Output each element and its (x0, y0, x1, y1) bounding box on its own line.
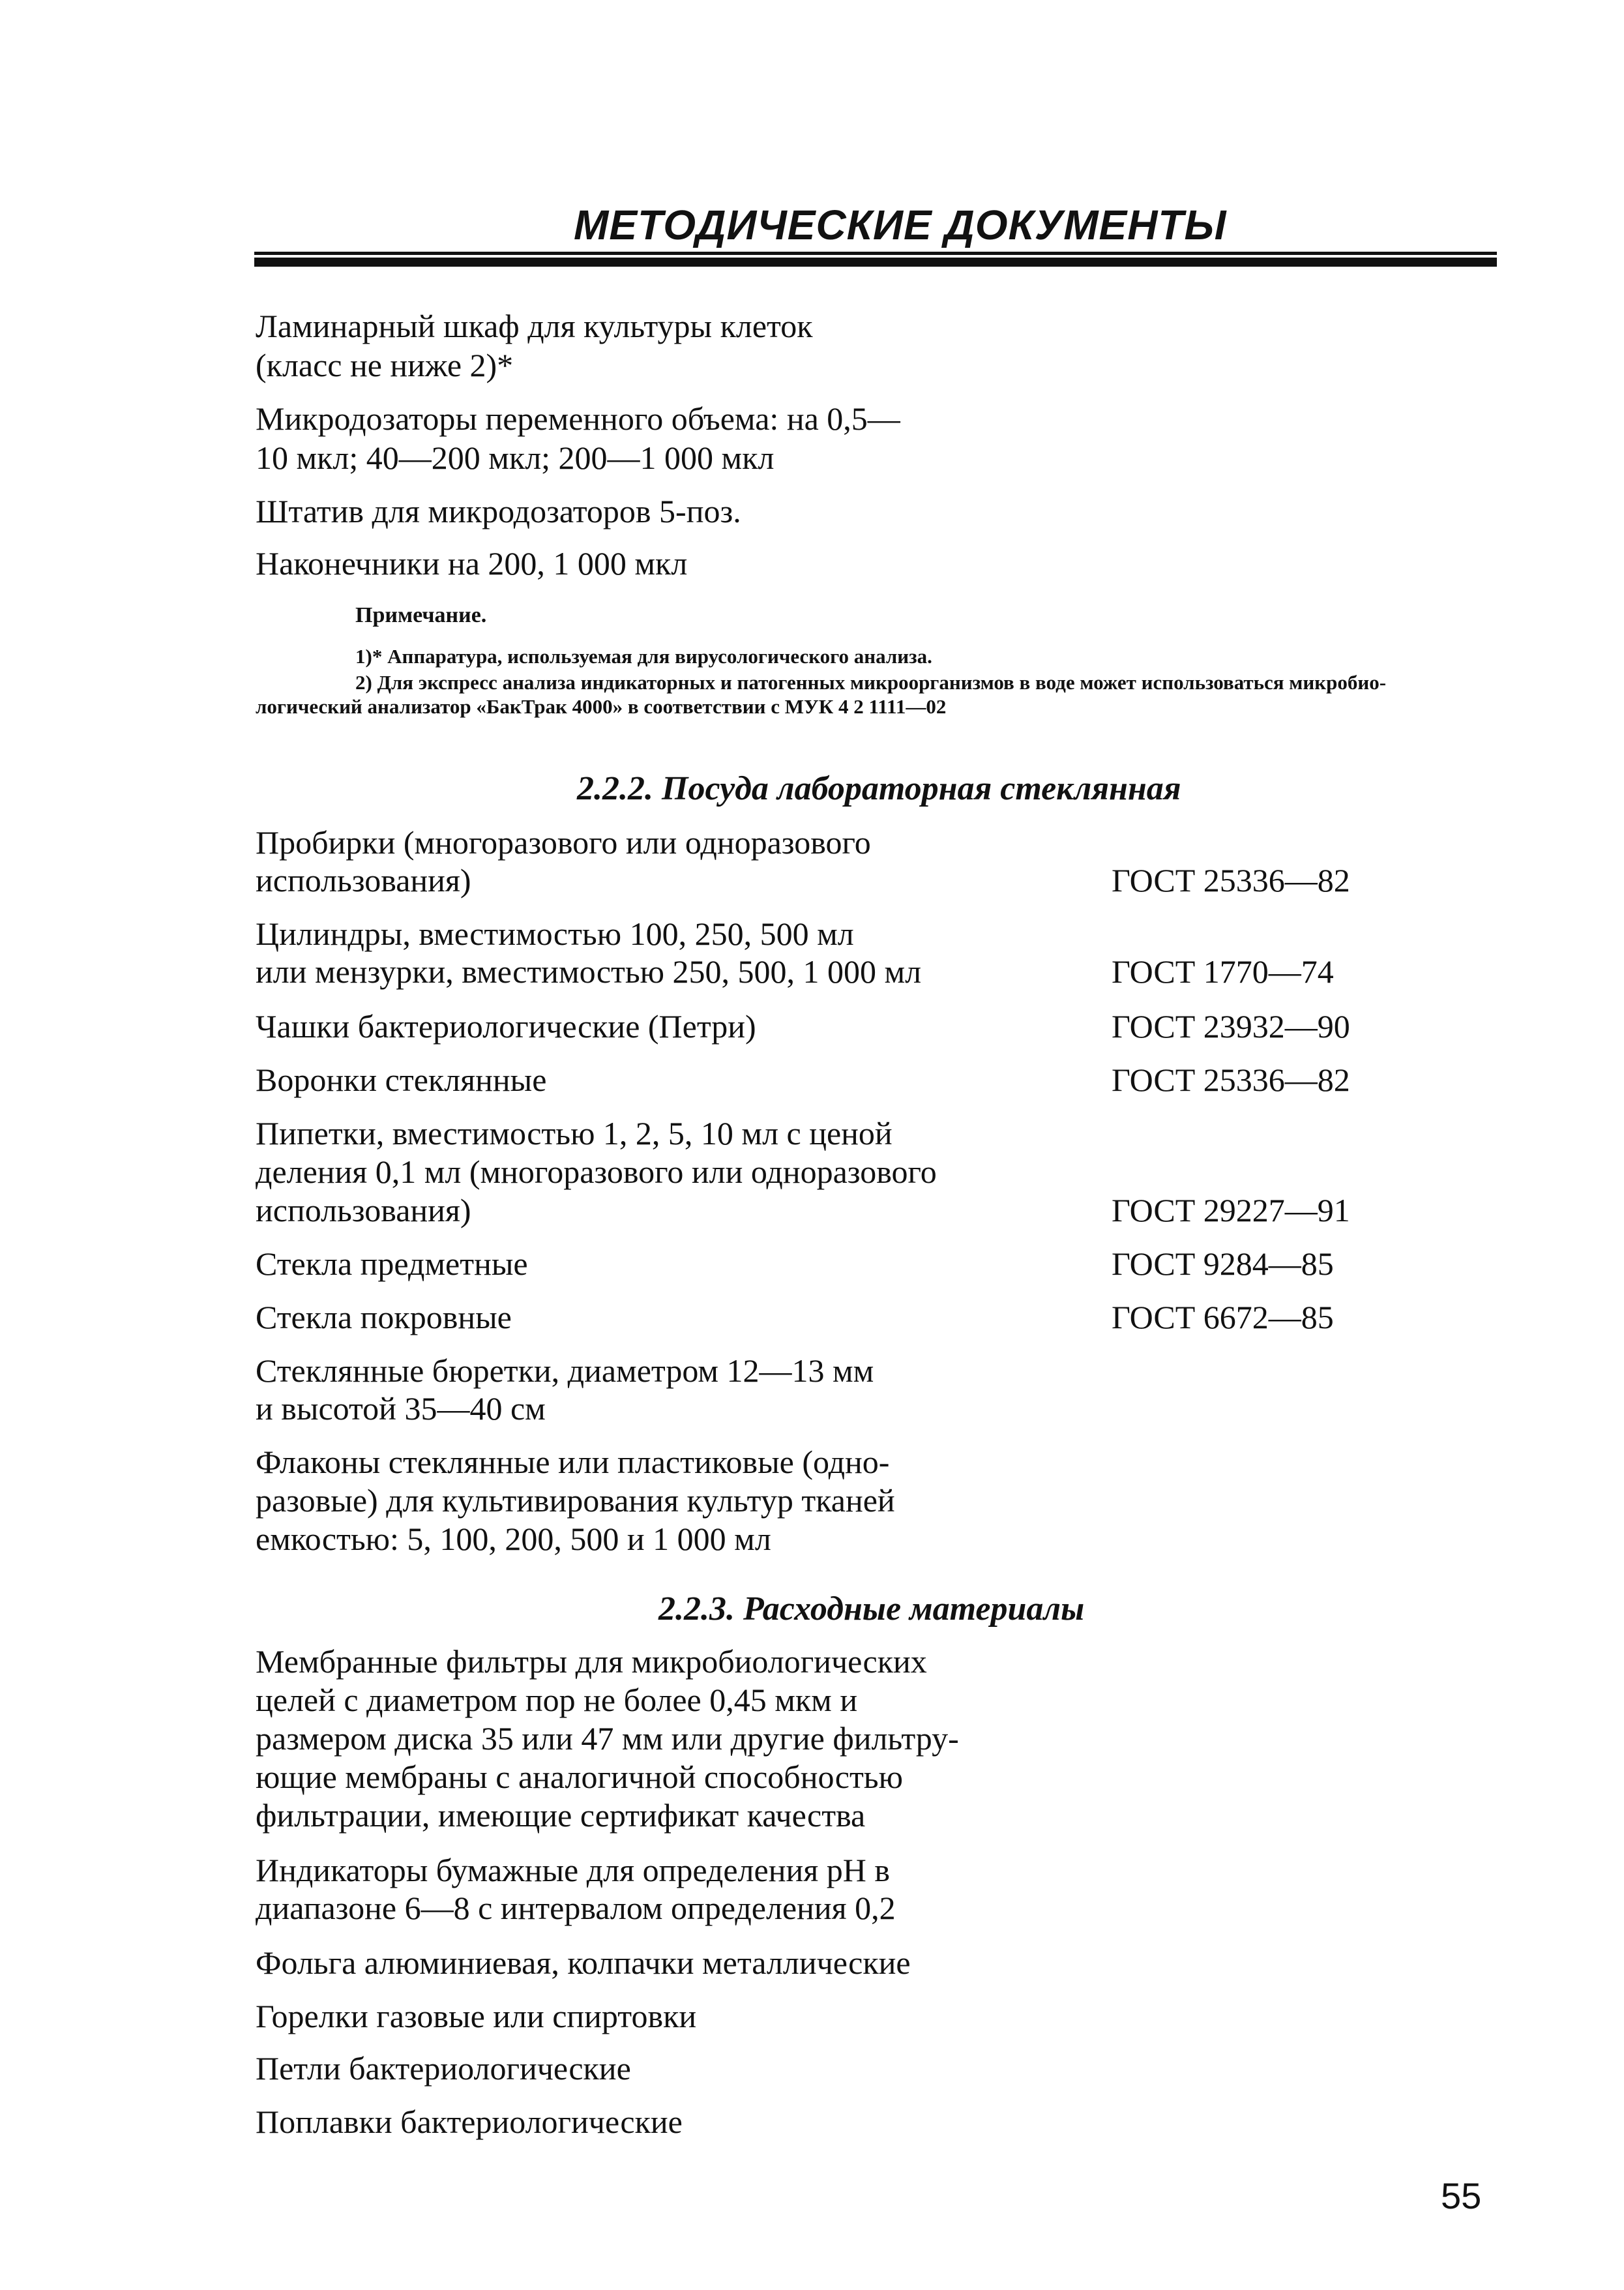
page-header-title: МЕТОДИЧЕСКИЕ ДОКУМЕНТЫ (574, 201, 1227, 248)
glassware-item: разовые) для культивирования культур тканей (256, 1482, 895, 1519)
consumable-item: целей с диаметром пор не более 0,45 мкм и (256, 1682, 858, 1718)
glassware-item: Пробирки (многоразового или одноразового (256, 824, 871, 861)
note-line: логический анализатор «БакТрак 4000» в соответствии с МУК 4 2 1111—02 (256, 695, 947, 718)
consumable-item: Горелки газовые или спиртовки (256, 1998, 697, 2034)
section-heading: 2.2.3. Расходные материалы (658, 1590, 1085, 1628)
consumable-item: диапазоне 6—8 с интервалом определения 0,2 (256, 1890, 896, 1926)
glassware-item: и высотой 35—40 см (256, 1390, 546, 1427)
consumable-item: Фольга алюминиевая, колпачки металлические (256, 1944, 911, 1981)
equipment-item: Ламинарный шкаф для культуры клеток (256, 308, 813, 344)
gost-reference: ГОСТ 25336—82 (1112, 1062, 1350, 1098)
consumable-item: Индикаторы бумажные для определения pH в (256, 1852, 890, 1888)
glassware-item: использования) (256, 862, 471, 899)
page-number: 55 (1441, 2175, 1482, 2216)
consumable-item: Поплавки бактериологические (256, 2104, 683, 2140)
consumable-item: Петли бактериологические (256, 2050, 631, 2087)
consumable-item: ющие мембраны с аналогичной способностью (256, 1759, 903, 1795)
note-line: 1)* Аппаратура, используемая для вирусологического анализа. (355, 645, 932, 668)
gost-reference: ГОСТ 1770—74 (1112, 953, 1334, 990)
note-line: 2) Для экспресс анализа индикаторных и патогенных микроорганизмов в воде может использоваться микробио- (355, 671, 1387, 694)
header-rule-thick (254, 258, 1497, 267)
consumable-item: размером диска 35 или 47 мм или другие фильтру- (256, 1720, 959, 1757)
equipment-item: Микродозаторы переменного объема: на 0,5— (256, 400, 900, 437)
glassware-item: использования) (256, 1192, 471, 1228)
glassware-item: Воронки стеклянные (256, 1062, 547, 1098)
consumable-item: Мембранные фильтры для микробиологических (256, 1643, 927, 1680)
glassware-item: Флаконы стеклянные или пластиковые (одно- (256, 1444, 890, 1480)
glassware-item: емкостью: 5, 100, 200, 500 и 1 000 мл (256, 1521, 771, 1557)
equipment-item: (класс не ниже 2)* (256, 347, 514, 383)
glassware-item: Стекла предметные (256, 1245, 528, 1282)
glassware-item: Цилиндры, вместимостью 100, 250, 500 мл (256, 915, 854, 952)
glassware-item: Стекла покровные (256, 1299, 512, 1335)
header-rule-thin (254, 252, 1497, 255)
equipment-item: 10 мкл; 40—200 мкл; 200—1 000 мкл (256, 439, 775, 476)
equipment-item: Наконечники на 200, 1 000 мкл (256, 545, 688, 582)
section-heading: 2.2.2. Посуда лабораторная стеклянная (577, 770, 1181, 807)
glassware-item: Стеклянные бюретки, диаметром 12—13 мм (256, 1352, 874, 1389)
gost-reference: ГОСТ 6672—85 (1112, 1299, 1334, 1335)
glassware-item: деления 0,1 мл (многоразового или одноразового (256, 1153, 937, 1190)
glassware-item: или мензурки, вместимостью 250, 500, 1 000 мл (256, 953, 922, 990)
gost-reference: ГОСТ 9284—85 (1112, 1245, 1334, 1282)
gost-reference: ГОСТ 23932—90 (1112, 1008, 1350, 1045)
gost-reference: ГОСТ 25336—82 (1112, 862, 1350, 899)
gost-reference: ГОСТ 29227—91 (1112, 1192, 1350, 1228)
equipment-item: Штатив для микродозаторов 5-поз. (256, 493, 741, 529)
consumable-item: фильтрации, имеющие сертификат качества (256, 1797, 866, 1834)
note-title: Примечание. (355, 603, 487, 627)
glassware-item: Пипетки, вместимостью 1, 2, 5, 10 мл с ценой (256, 1115, 893, 1152)
glassware-item: Чашки бактериологические (Петри) (256, 1008, 756, 1045)
